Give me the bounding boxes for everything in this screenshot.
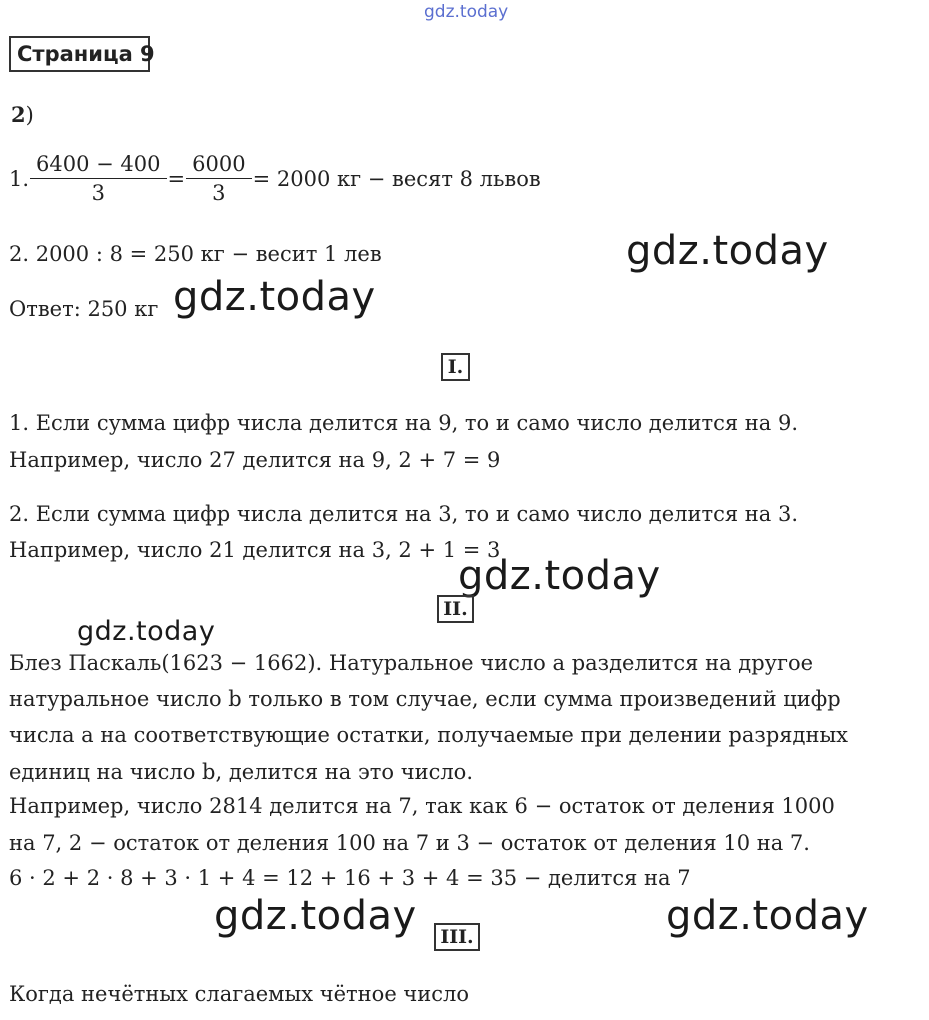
step1-prefix: 1. <box>9 166 30 191</box>
pascal-line-7: 6 · 2 + 2 · 8 + 3 · 1 + 4 = 12 + 16 + 3 + 4 = 35 − делится на 7 <box>9 866 691 890</box>
fraction-2-denominator: 3 <box>186 178 251 205</box>
task-number <box>11 103 34 127</box>
pascal-line-4: единиц на число b, делится на это число. <box>9 760 473 784</box>
watermark: gdz.today <box>173 274 376 320</box>
fraction-2-numerator: 6000 <box>192 152 246 176</box>
watermark: gdz.today <box>458 553 661 599</box>
watermark: gdz.today <box>626 228 829 274</box>
watermark: gdz.today <box>666 893 869 939</box>
equals-sign: = <box>167 166 186 191</box>
pascal-line-1: Блез Паскаль(1623 − 1662). Натуральное число а разделится на другое <box>9 651 814 675</box>
fraction-2 <box>189 152 248 205</box>
pascal-line-3: числа а на соответствующие остатки, получаемые при делении разрядных <box>9 723 849 747</box>
section3-line: Когда нечётных слагаемых чётное число <box>9 982 470 1006</box>
task-number-paren: ) <box>25 103 34 127</box>
rule-9-line-1: 1. Если сумма цифр числа делится на 9, то и само число делится на 9. <box>9 411 798 435</box>
section-heading-2: II. <box>437 595 474 623</box>
fraction-1 <box>33 152 163 205</box>
pascal-line-2: натуральное число b только в том случае, если сумма произведений цифр <box>9 687 841 711</box>
section-heading-1: I. <box>441 353 470 381</box>
top-watermark: gdz.today <box>424 2 509 22</box>
section-heading-3: III. <box>434 923 480 951</box>
pascal-line-6: на 7, 2 − остаток от деления 100 на 7 и 3 − остаток от деления 10 на 7. <box>9 831 810 855</box>
pascal-line-5: Например, число 2814 делится на 7, так как 6 − остаток от деления 1000 <box>9 794 835 818</box>
rule-9-line-2: Например, число 27 делится на 9, 2 + 7 = 9 <box>9 448 501 472</box>
answer-line: Ответ: 250 кг <box>9 297 159 321</box>
fraction-1-numerator: 6400 − 400 <box>36 152 161 176</box>
solution-step-1 <box>9 152 541 205</box>
step1-result: = 2000 кг − весят 8 львов <box>252 166 541 191</box>
watermark: gdz.today <box>77 616 216 647</box>
task-number-digit: 2 <box>11 102 26 127</box>
rule-3-line-1: 2. Если сумма цифр числа делится на 3, то и само число делится на 3. <box>9 502 798 526</box>
fraction-1-denominator: 3 <box>30 178 166 205</box>
solution-step-2: 2. 2000 : 8 = 250 кг − весит 1 лев <box>9 242 382 266</box>
watermark: gdz.today <box>214 893 417 939</box>
rule-3-line-2: Например, число 21 делится на 3, 2 + 1 = 3 <box>9 538 501 562</box>
page-title: Страница 9 <box>9 36 150 72</box>
